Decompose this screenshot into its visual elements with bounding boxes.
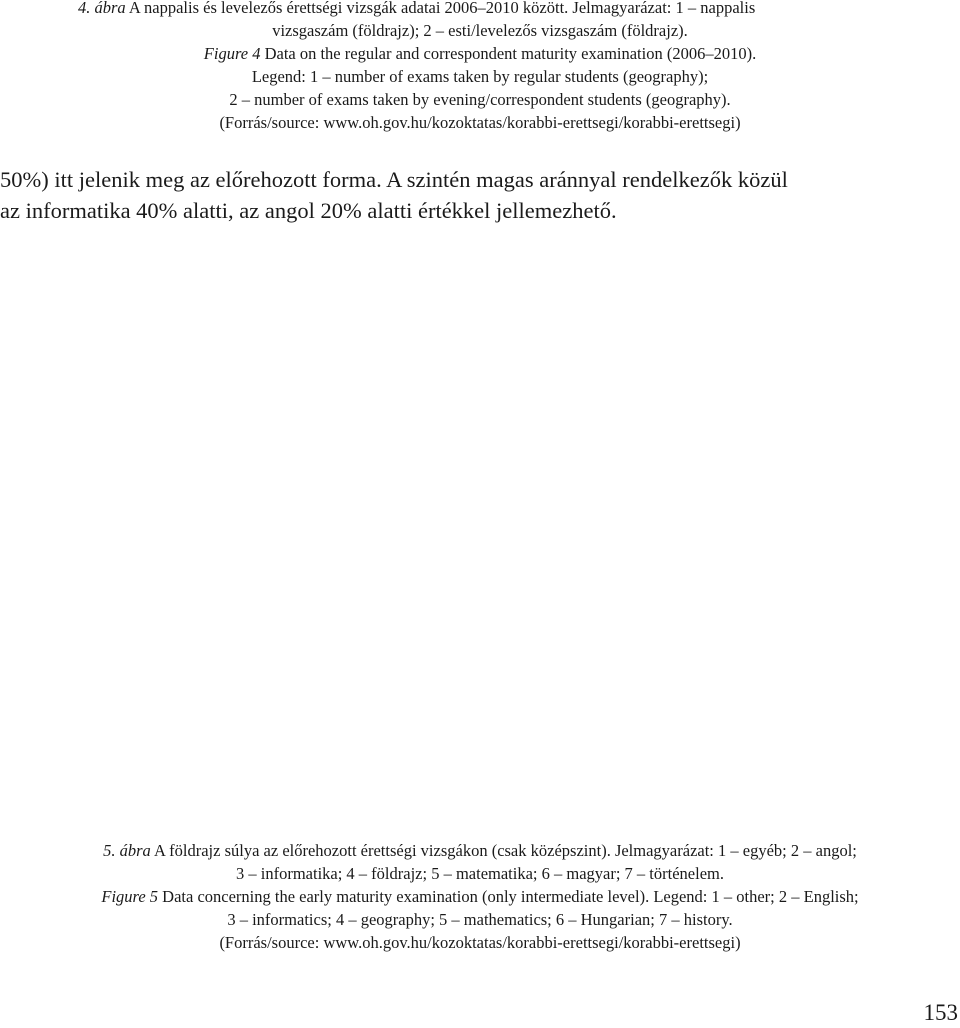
figure-5-caption-text-en: Data concerning the early maturity examination (only intermediate level). Legend: 1 – other; 2 – English; — [158, 887, 859, 906]
body-line-1: 50%) itt jelenik meg az előrehozott forma. A szintén magas aránnyal rendelkezők közül — [0, 167, 788, 192]
figure-4-label-hu: 4. ábra — [78, 0, 126, 17]
figure-5-caption-line-2: 3 – informatika; 4 – földrajz; 5 – matematika; 6 – magyar; 7 – történelem. — [236, 864, 724, 883]
figure-4-label-en: Figure 4 — [203, 44, 261, 63]
figure-4-caption-line-5: 2 – number of exams taken by evening/correspondent students (geography). — [229, 90, 731, 109]
figure-5-area — [0, 240, 960, 820]
figure-4-caption-line-2: vizsgaszám (földrajz); 2 – esti/levelezős vizsgaszám (földrajz). — [272, 21, 688, 40]
figure-4-caption — [20, 0, 940, 134]
figure-5-source: (Forrás/source: www.oh.gov.hu/kozoktatas/korabbi-erettsegi/korabbi-erettsegi) — [219, 933, 741, 952]
figure-5-label-hu: 5. ábra — [103, 841, 151, 860]
page-number: 153 — [923, 1000, 958, 1025]
figure-4-caption-line-4: Legend: 1 – number of exams taken by regular students (geography); — [251, 67, 709, 86]
figure-5-caption-line-3 — [20, 885, 940, 908]
figure-4-source: (Forrás/source: www.oh.gov.hu/kozoktatas/korabbi-erettsegi/korabbi-erettsegi) — [219, 113, 741, 132]
figure-5-label-en: Figure 5 — [101, 887, 159, 906]
figure-4-caption-line-3 — [20, 42, 940, 65]
figure-4-caption-line-1 — [78, 0, 940, 19]
body-paragraph — [0, 164, 960, 226]
figure-4-caption-text-en: Data on the regular and correspondent maturity examination (2006–2010). — [260, 44, 757, 63]
figure-4-caption-text-hu: A nappalis és levelezős érettségi vizsgák adatai 2006–2010 között. Jelmagyarázat: 1 – nappalis — [125, 0, 756, 17]
figure-5-caption-text-hu: A földrajz súlya az előrehozott érettségi vizsgákon (csak középszint). Jelmagyarázat: 1 – egyéb; 2 – angol; — [150, 841, 857, 860]
figure-5-caption — [20, 839, 940, 954]
body-line-2: az informatika 40% alatti, az angol 20% alatti értékkel jellemezhető. — [0, 198, 617, 223]
figure-5-caption-line-1 — [20, 839, 940, 862]
figure-5-caption-line-4: 3 – informatics; 4 – geography; 5 – mathematics; 6 – Hungarian; 7 – history. — [227, 910, 733, 929]
